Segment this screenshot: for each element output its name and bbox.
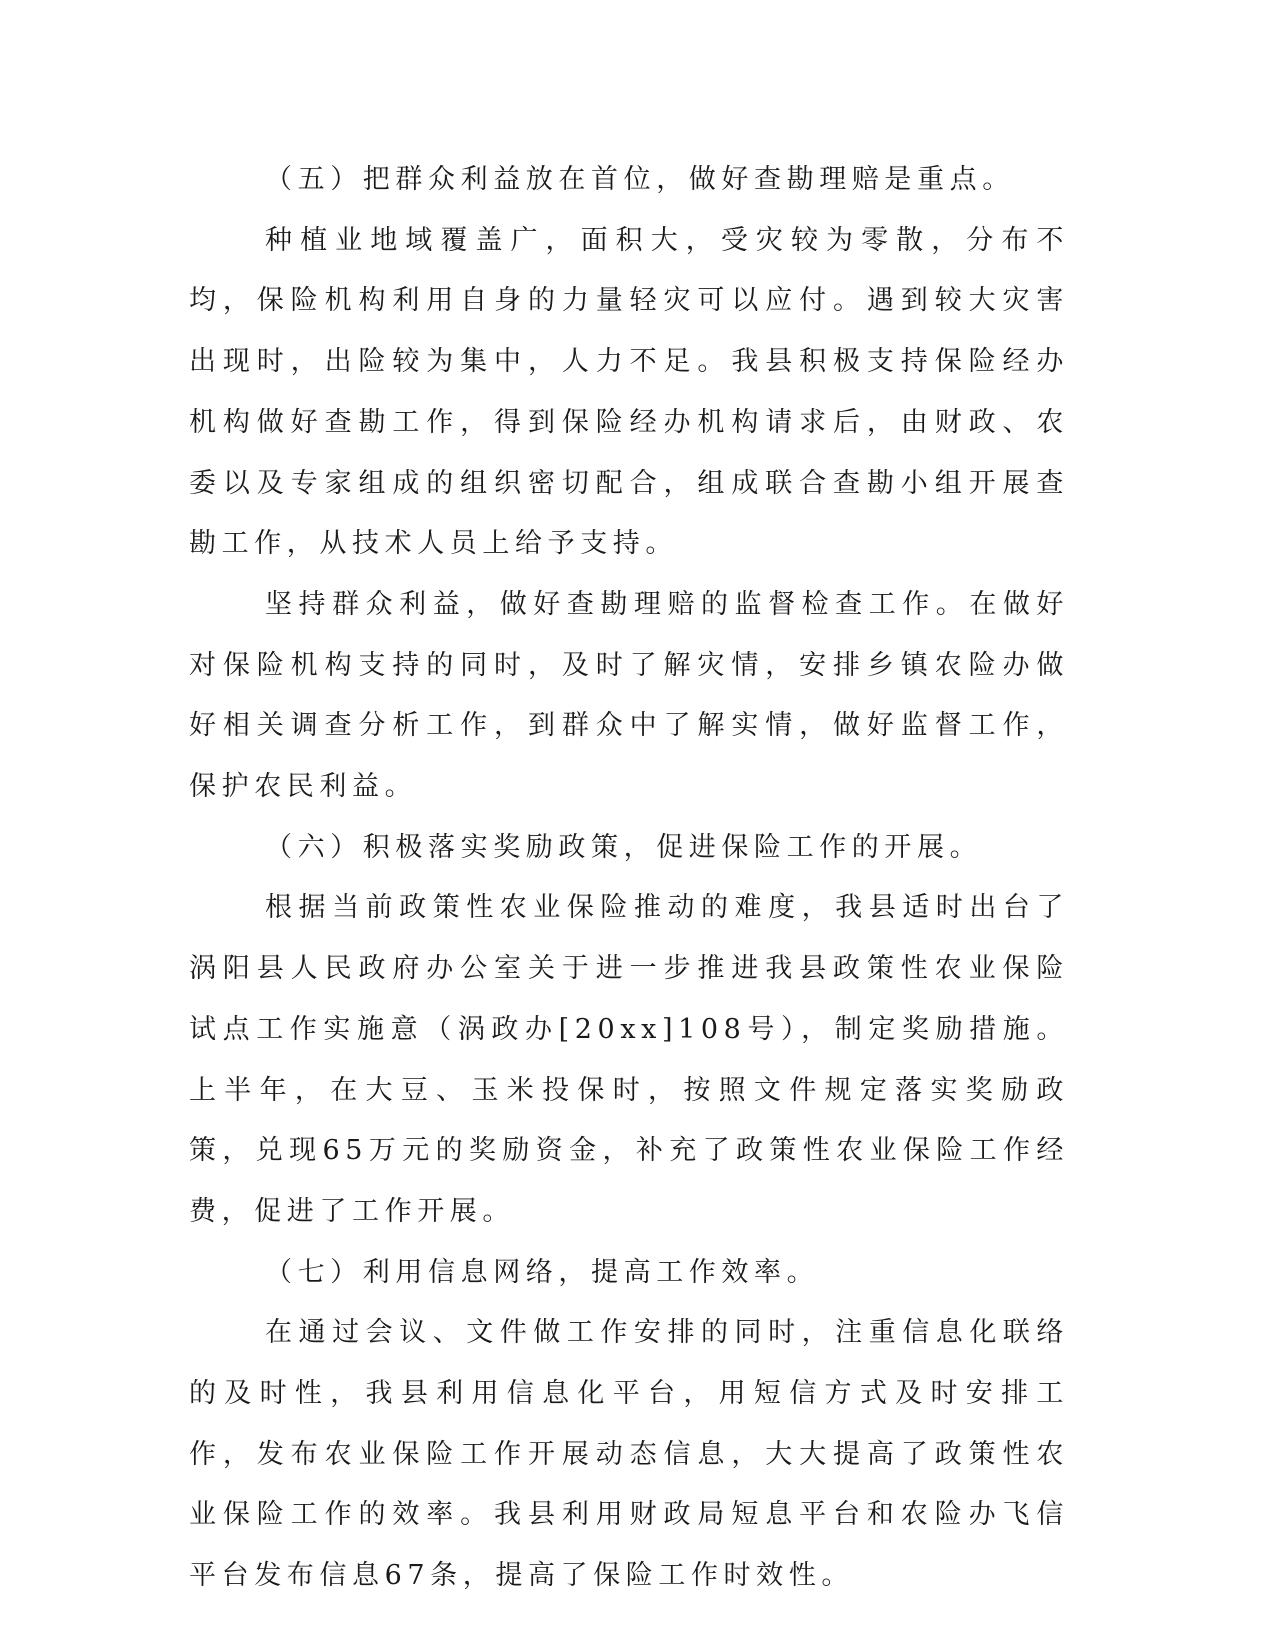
section-heading-6: （六）积极落实奖励政策，促进保险工作的开展。	[265, 831, 983, 863]
section-heading-7: （七）利用信息网络，提高工作效率。	[265, 1256, 820, 1288]
paragraph-supervision: 坚持群众利益，做好查勘理赔的监督检查工作。在做好对保险机构支持的同时，及时了解灾情，安排乡镇农险办做好相关调查分析工作，到群众中了解实情，做好监督工作，保护农民利益。	[189, 588, 1069, 803]
document-body	[189, 150, 1069, 1607]
paragraph-reward-policy: 根据当前政策性农业保险推动的难度，我县适时出台了涡阳县人民政府办公室关于进一步推进我县政策性农业保险试点工作实施意（涡政办[20xx]108号），制定奖励措施。上半年，在大豆、玉米投保时，按照文件规定落实奖励政策，兑现65万元的奖励资金，补充了政策性农业保险工作经费，促进了工作开展。	[189, 892, 1069, 1227]
paragraph-information-network: 在通过会议、文件做工作安排的同时，注重信息化联络的及时性，我县利用信息化平台，用短信方式及时安排工作，发布农业保险工作开展动态信息，大大提高了政策性农业保险工作的效率。我县利用财政局短息平台和农险办飞信平台发布信息67条，提高了保险工作时效性。	[189, 1317, 1069, 1592]
paragraph-survey-support: 种植业地域覆盖广，面积大，受灾较为零散，分布不均，保险机构利用自身的力量轻灾可以应付。遇到较大灾害出现时，出险较为集中，人力不足。我县积极支持保险经办机构做好查勘工作，得到保险经办机构请求后，由财政、农委以及专家组成的组织密切配合，组成联合查勘小组开展查勘工作，从技术人员上给予支持。	[189, 224, 1069, 560]
section-heading-5: （五）把群众利益放在首位，做好查勘理赔是重点。	[265, 164, 1015, 195]
